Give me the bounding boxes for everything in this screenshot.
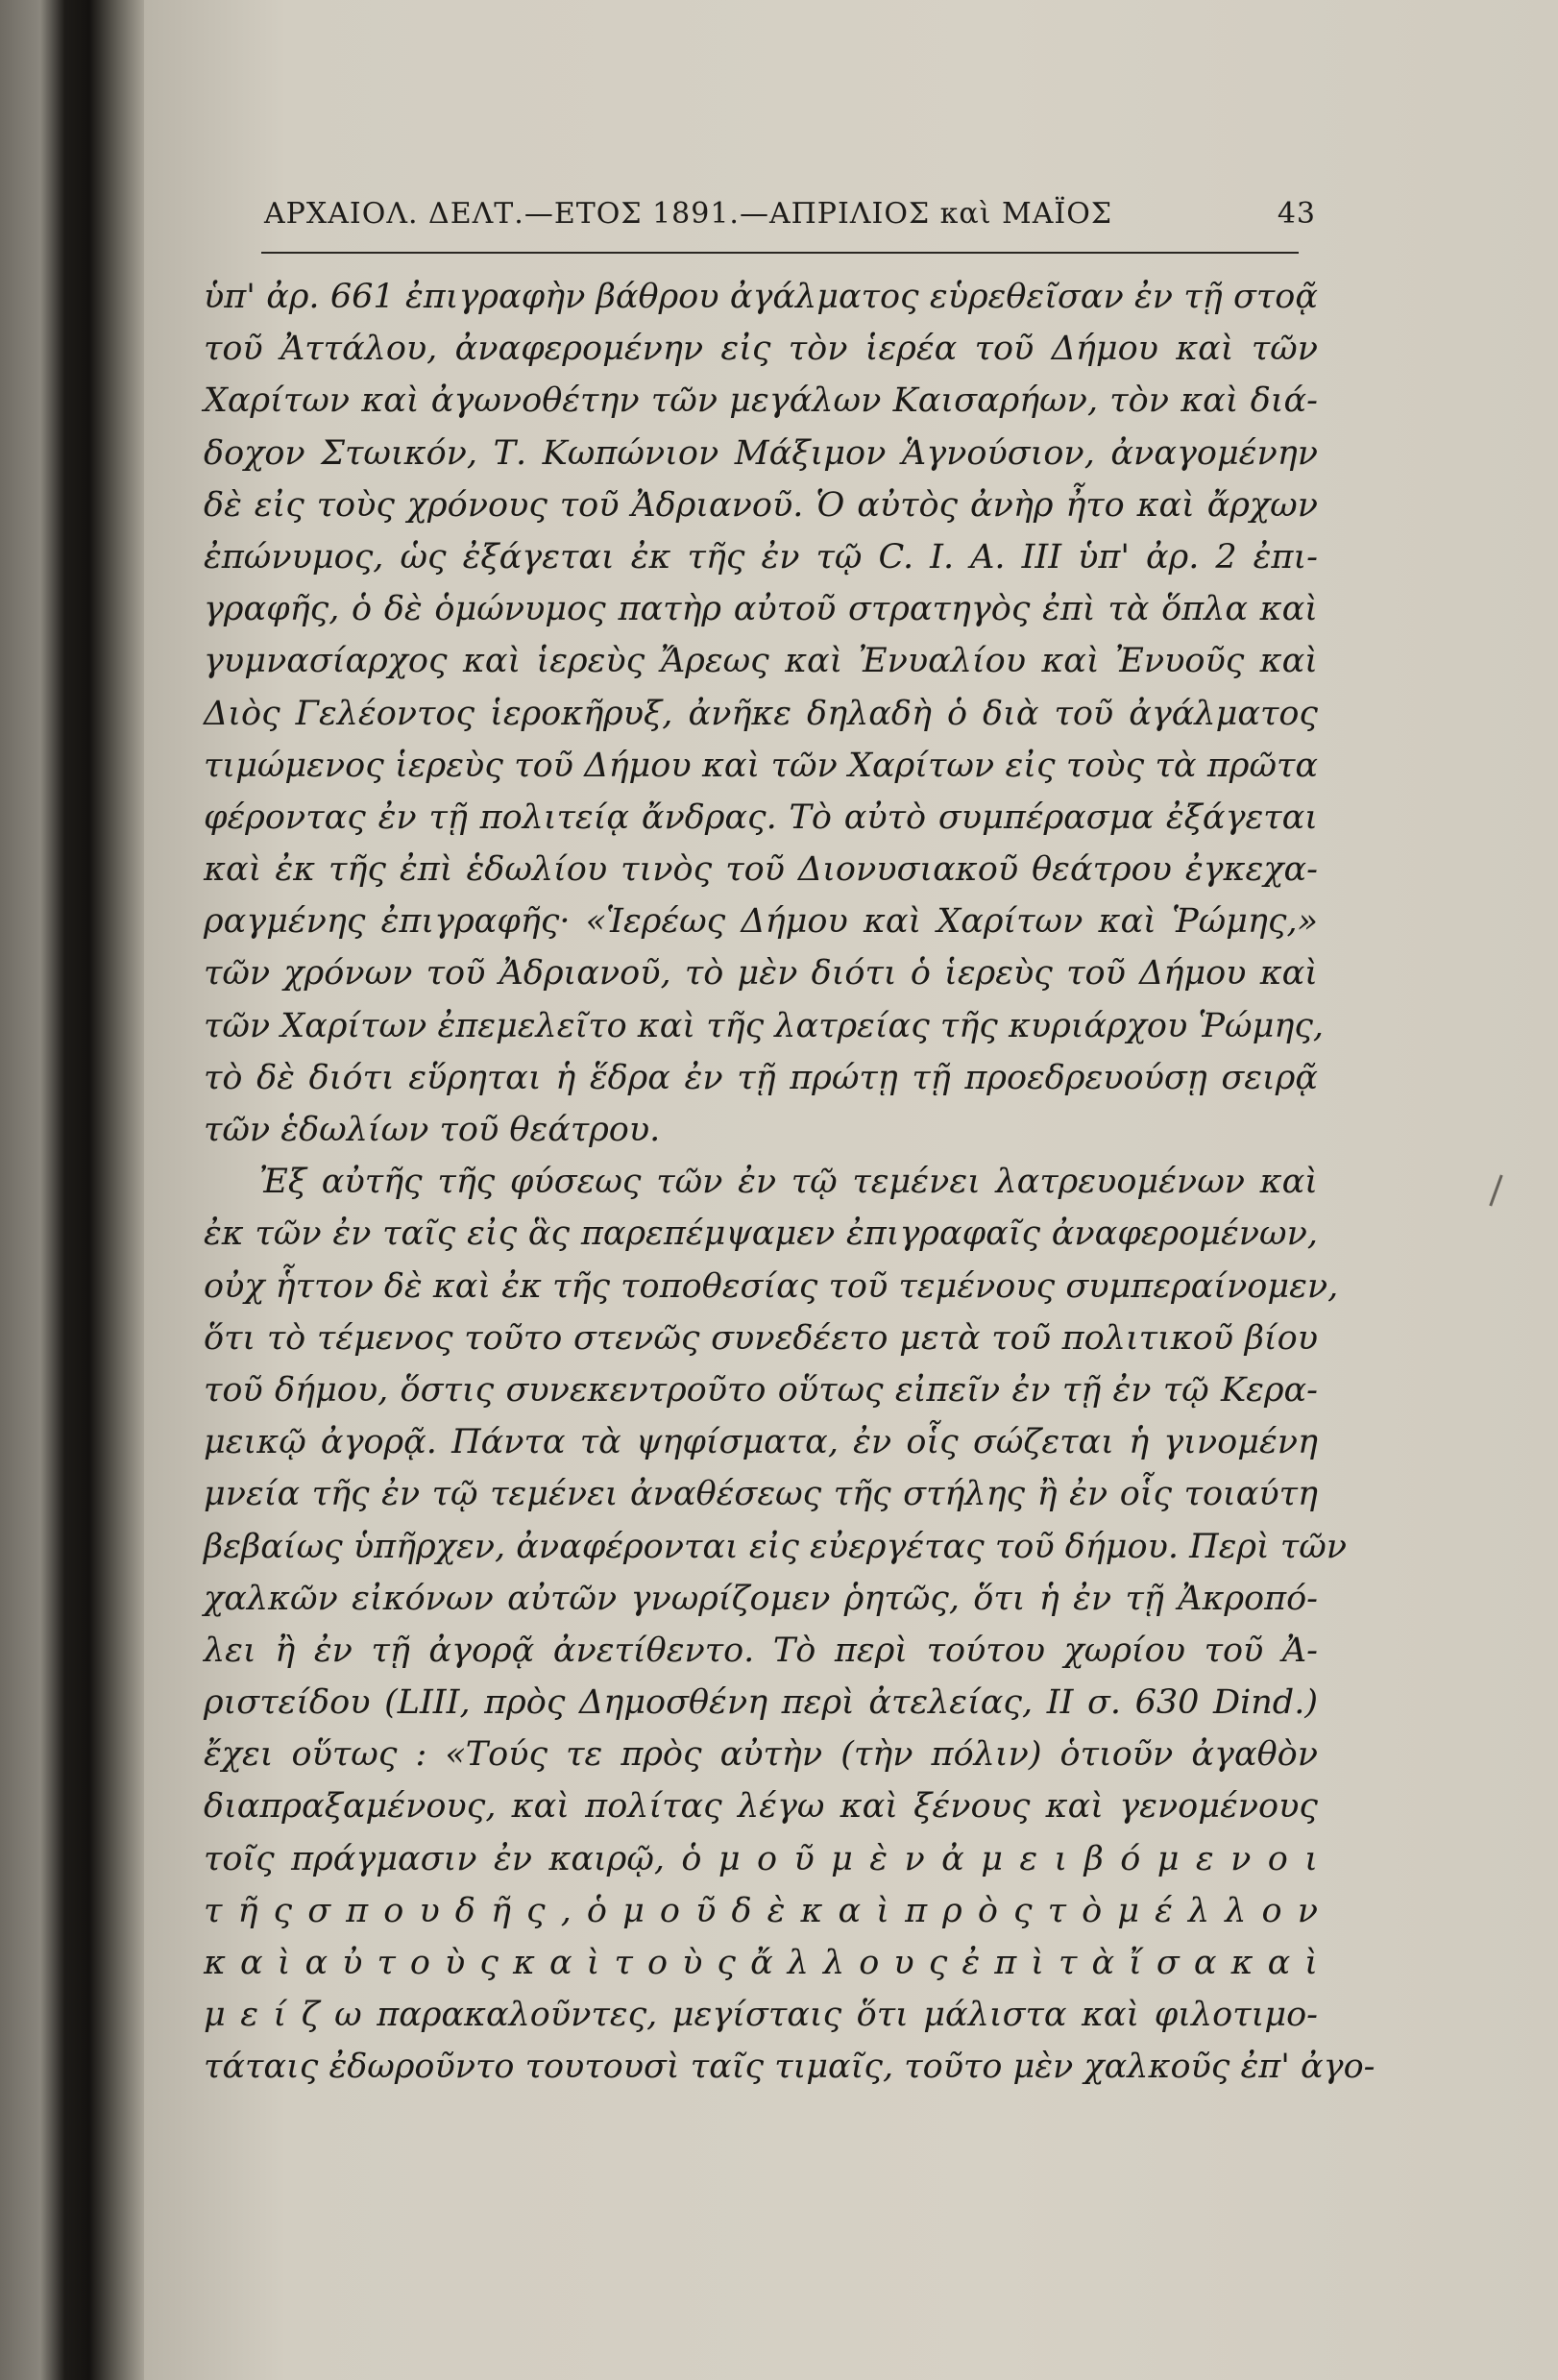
text-line: τάταις ἐδωροῦντο τουτουσὶ ταῖς τιμαῖς, τοῦτο μὲν χαλκοῦς ἐπ' ἀγο- xyxy=(204,2048,1375,2087)
text-line: ἐκ τῶν ἐν ταῖς εἰς ἃς παρεπέμψαμεν ἐπιγραφαῖς ἀναφερομένων, xyxy=(204,1215,1318,1254)
page-header xyxy=(264,197,1316,243)
text-line: βεβαίως ὑπῆρχεν, ἀναφέρονται εἰς εὐεργέτας τοῦ δήμου. Περὶ τῶν xyxy=(204,1527,1348,1566)
text-line: Διὸς Γελέοντος ἱεροκῆρυξ, ἀνῆκε δηλαδὴ ὁ διὰ τοῦ ἀγάλματος xyxy=(204,694,1318,733)
text-line: ριστείδου (LIII, πρὸς Δημοσθένη περὶ ἀτελείας, II σ. 630 Dind.) xyxy=(204,1683,1318,1723)
text-line: φέροντας ἐν τῇ πολιτείᾳ ἄνδρας. Τὸ αὐτὸ συμπέρασμα ἐξάγεται xyxy=(204,797,1318,837)
text-line: Ἐξ αὐτῆς τῆς φύσεως τῶν ἐν τῷ τεμένει λατρευομένων καὶ xyxy=(259,1163,1318,1202)
text-line: γυμνασίαρχος καὶ ἱερεὺς Ἄρεως καὶ Ἐνυαλίου καὶ Ἐνυοῦς καὶ xyxy=(204,642,1318,681)
text-line: χαλκῶν εἰκόνων αὐτῶν γνωρίζομεν ῥητῶς, ὅτι ἡ ἐν τῇ Ἀκροπό- xyxy=(204,1579,1318,1618)
text-line: μεικῷ ἀγορᾷ. Πάντα τὰ ψηφίσματα, ἐν οἷς σώζεται ἡ γινομένη xyxy=(204,1423,1318,1462)
text-line: γραφῆς, ὁ δὲ ὁμώνυμος πατὴρ αὐτοῦ στρατηγὸς ἐπὶ τὰ ὅπλα καὶ xyxy=(204,590,1318,629)
text-line: ἔχει οὕτως : «Τούς τε πρὸς αὐτὴν (τὴν πόλιν) ὁτιοῦν ἀγαθὸν xyxy=(204,1735,1318,1775)
text-line: τῶν ἑδωλίων τοῦ θεάτρου. xyxy=(204,1111,661,1149)
text-line: Χαρίτων καὶ ἀγωνοθέτην τῶν μεγάλων Καισαρήων, τὸν καὶ διά- xyxy=(204,381,1318,421)
text-line: τοῦ Ἀττάλου, ἀναφερομένην εἰς τὸν ἱερέα τοῦ Δήμου καὶ τῶν xyxy=(204,330,1318,369)
text-line: διαπραξαμένους, καὶ πολίτας λέγω καὶ ξένους καὶ γενομένους xyxy=(204,1787,1318,1827)
header-rule xyxy=(261,252,1299,254)
text-line: ὑπ' ἀρ. 661 ἐπιγραφὴν βάθρου ἀγάλματος εὑρεθεῖσαν ἐν τῇ στοᾷ xyxy=(204,278,1318,316)
text-line: τοῖς πράγμασιν ἐν καιρῷ, ὁ μ ο ῦ μ ὲ ν ἀ μ ε ι β ό μ ε ν ο ι xyxy=(204,1839,1318,1878)
text-line: μ ε ί ζ ω παρακαλοῦντες, μεγίσταις ὅτι μάλιστα καὶ φιλοτιμο- xyxy=(204,1996,1318,2035)
running-title: ΑΡΧΑΙΟΛ. ΔΕΛΤ.—ΕΤΟΣ 1891.—ΑΠΡΙΛΙΟΣ καὶ ΜΑΪΟΣ xyxy=(264,197,1113,231)
text-line: τῶν Χαρίτων ἐπεμελεῖτο καὶ τῆς λατρείας τῆς κυριάρχου Ῥώμης, xyxy=(204,1006,1325,1045)
text-line: ἐπώνυμος, ὡς ἐξάγεται ἐκ τῆς ἐν τῷ C. I. A. III ὑπ' ἀρ. 2 ἐπι- xyxy=(204,537,1318,577)
text-line: ραγμένης ἐπιγραφῆς· «Ἱερέως Δήμου καὶ Χαρίτων καὶ Ῥώμης,» xyxy=(204,902,1318,942)
text-line: κ α ὶ α ὐ τ ο ὺ ς κ α ὶ τ ο ὺ ς ἄ λ λ ο υ ς ἐ π ὶ τ ὰ ἴ σ α κ α ὶ xyxy=(204,1944,1318,1982)
body-text xyxy=(204,271,1375,2094)
page-number: 43 xyxy=(1277,197,1316,231)
text-line: οὐχ ἧττον δὲ καὶ ἐκ τῆς τοποθεσίας τοῦ τεμένους συμπεραίνομεν, xyxy=(204,1266,1339,1306)
text-line: δὲ εἰς τοὺς χρόνους τοῦ Ἀδριανοῦ. Ὁ αὐτὸς ἀνὴρ ἦτο καὶ ἄρχων xyxy=(204,485,1318,525)
text-line: τῶν χρόνων τοῦ Ἀδριανοῦ, τὸ μὲν διότι ὁ ἱερεὺς τοῦ Δήμου καὶ xyxy=(204,954,1318,994)
text-line: δοχον Στωικόν, Τ. Κωπώνιον Μάξιμον Ἁγνούσιον, ἀναγομένην xyxy=(204,433,1318,473)
text-line: λει ἢ ἐν τῇ ἀγορᾷ ἀνετίθεντο. Τὸ περὶ τούτου χωρίου τοῦ Ἀ- xyxy=(204,1631,1318,1670)
text-line: ὅτι τὸ τέμενος τοῦτο στενῶς συνεδέετο μετὰ τοῦ πολιτικοῦ βίου xyxy=(204,1318,1318,1358)
text-line: τ ῆ ς σ π ο υ δ ῆ ς , ὁ μ ο ῦ δ ὲ κ α ὶ π ρ ὸ ς τ ὸ μ έ λ λ ο ν xyxy=(204,1891,1318,1930)
book-binding-gutter xyxy=(0,0,144,2380)
text-line: τιμώμενος ἱερεὺς τοῦ Δήμου καὶ τῶν Χαρίτων εἰς τοὺς τὰ πρῶτα xyxy=(204,746,1318,785)
text-line: καὶ ἐκ τῆς ἐπὶ ἑδωλίου τινὸς τοῦ Διονυσιακοῦ θεάτρου ἐγκεχα- xyxy=(204,850,1318,890)
text-line: μνεία τῆς ἐν τῷ τεμένει ἀναθέσεως τῆς στήλης ἢ ἐν οἷς τοιαύτη xyxy=(204,1475,1318,1514)
text-line: τὸ δὲ διότι εὕρηται ἡ ἕδρα ἐν τῇ πρώτῃ τῇ προεδρευούσῃ σειρᾷ xyxy=(204,1058,1318,1097)
text-line: τοῦ δήμου, ὅστις συνεκεντροῦτο οὕτως εἰπεῖν ἐν τῇ ἐν τῷ Κερα- xyxy=(204,1370,1318,1410)
